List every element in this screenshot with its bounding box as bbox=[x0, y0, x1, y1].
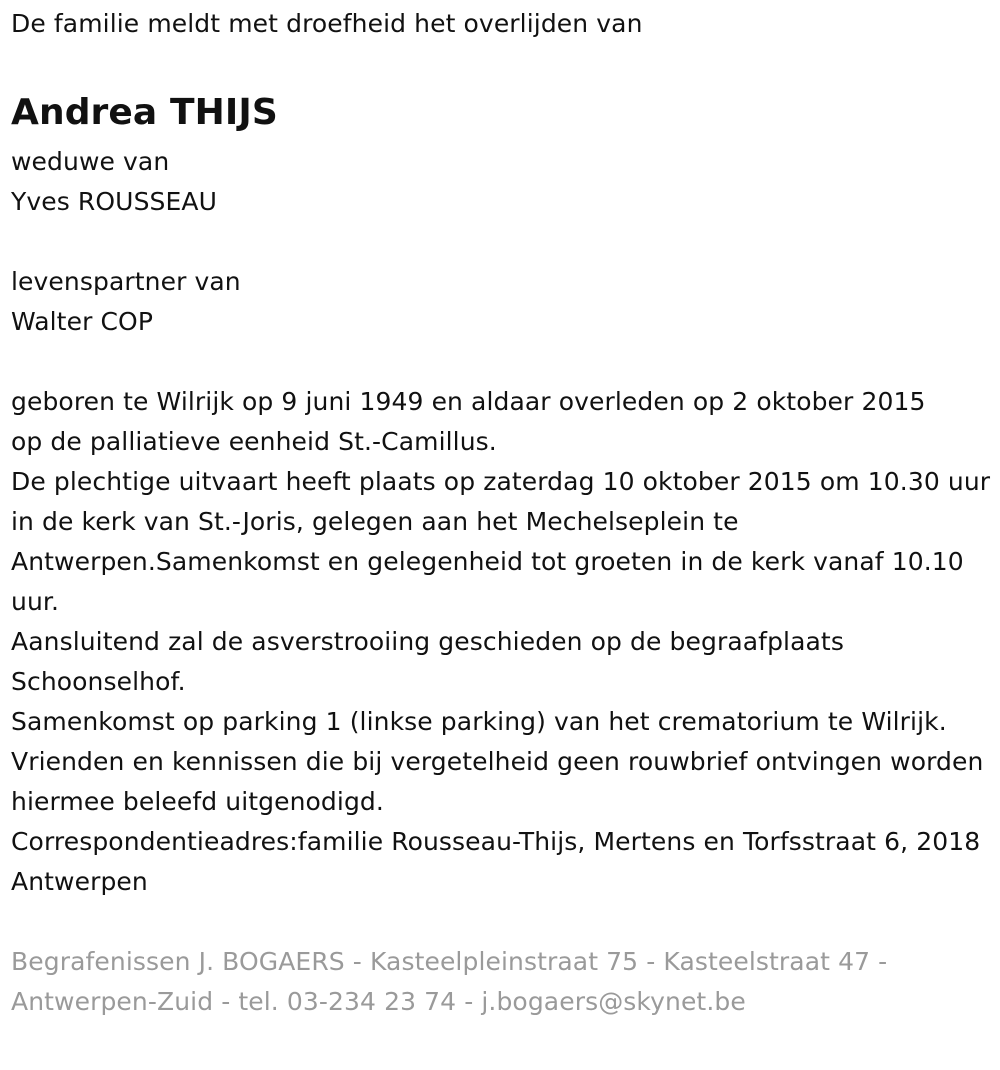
obituary-notice bbox=[11, 4, 996, 1022]
relation-widow bbox=[11, 142, 996, 222]
relation-name: Yves ROUSSEAU bbox=[11, 187, 217, 216]
spacer bbox=[11, 222, 996, 262]
relation-label: levenspartner van bbox=[11, 267, 241, 296]
relation-partner bbox=[11, 262, 996, 342]
relation-label: weduwe van bbox=[11, 147, 170, 176]
place-of-death-paragraph: op de palliatieve eenheid St.-Camillus. bbox=[11, 427, 497, 456]
funeral-paragraph: De plechtige uitvaart heeft plaats op zaterdag 10 oktober 2015 om 10.30 uur in de kerk van St.-Joris, gelegen aan het Mechelseplein te Antwerpen.Samenkomst en gelegenheid tot groeten in de kerk vanaf 10.10 uur. bbox=[11, 467, 991, 616]
funeral-home-footer: Begrafenissen J. BOGAERS - Kasteelpleinstraat 75 - Kasteelstraat 47 - Antwerpen-Zuid - tel. 03-234 23 74 - j.bogaers@skynet.be bbox=[11, 947, 888, 1016]
correspondence-address-paragraph: Correspondentieadres:familie Rousseau-Thijs, Mertens en Torfsstraat 6, 2018 Antwerpen bbox=[11, 827, 981, 896]
invitation-paragraph: Vrienden en kennissen die bij vergetelheid geen rouwbrief ontvingen worden hiermee beleefd uitgenodigd. bbox=[11, 747, 984, 816]
ash-scattering-paragraph: Aansluitend zal de asverstrooiing geschieden op de begraafplaats Schoonselhof. bbox=[11, 627, 844, 696]
relation-name: Walter COP bbox=[11, 307, 154, 336]
spacer bbox=[11, 342, 996, 382]
gathering-paragraph: Samenkomst op parking 1 (linkse parking) van het crematorium te Wilrijk. bbox=[11, 707, 947, 736]
intro-text: De familie meldt met droefheid het overlijden van bbox=[11, 9, 643, 38]
birth-death-paragraph: geboren te Wilrijk op 9 juni 1949 en aldaar overleden op 2 oktober 2015 bbox=[11, 387, 926, 416]
deceased-name: Andrea THIJS bbox=[11, 92, 278, 133]
